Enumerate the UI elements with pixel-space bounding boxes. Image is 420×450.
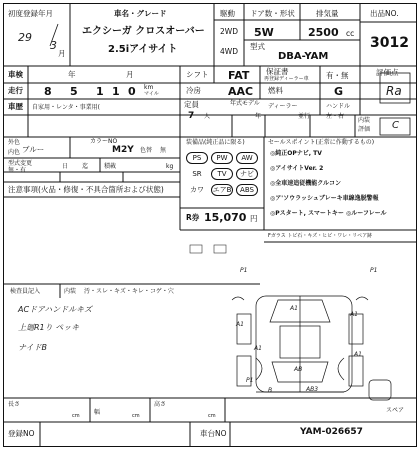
warranty-sub: 再登録ディーラー車 [264,76,309,82]
capacity-unit: 人 [204,113,211,120]
sales-point-5: ◎Pスタート, スマートキー ◎ルーフレール [270,210,387,217]
model-change-sub: 無・有 [8,167,27,174]
diagram-label-3: A1 [236,321,244,328]
equipment-title: 装備品(純正品に限る) [186,139,245,146]
diagram-label-11: P1 [246,377,254,384]
remark-1: ACドアハンドルキズ [18,305,93,314]
width-label: 幅 [94,409,101,416]
fuel-label: 燃料 [268,86,283,95]
height-label: 高さ [154,401,167,408]
sales-points-title: セールスポイント(正常に作動するもの) [268,139,375,146]
until-label: 迄 [82,163,89,170]
grade: 2.5iアイサイト [108,44,178,55]
diagram-label-5: A1 [350,311,358,318]
model-code: DBA-YAM [278,51,329,62]
equipment-item: エアB [212,186,232,194]
capacity-label: 定員 [184,100,199,109]
recycle-unit: 円 [250,214,258,223]
car-name: エクシーガ クロスオーバー [82,26,205,37]
model-grade-label: 車名・グレード [114,9,167,18]
lot-number: 3012 [370,35,409,51]
diagram-label-7: P1 [370,267,378,274]
chassis-label: 車台NO [200,429,227,438]
chassis-number: YAM-026657 [300,427,363,437]
length-unit: cm [72,413,80,419]
inspection-year-unit: 年 [68,70,76,79]
drive-4wd: 4WD [220,47,238,56]
displacement-value: 2500 [308,26,339,39]
color-change-marks: 無 [160,147,167,154]
inspector-interior-marks: 汚・スレ・キズ・キレ・コゲ・穴 [84,288,174,295]
notes-title: 注意事項(火品・修復・不具合箇所および状態) [8,185,164,194]
mileage-digit-5: 0 [128,85,136,98]
capacity-value: 7 [188,111,195,121]
equipment-item: AW [236,152,258,164]
mileage-unit-mile: マイル [144,91,159,97]
remark-2: 上廻R1り ペッキ [18,323,80,332]
checkbox-marks [190,245,226,253]
mileage-digit-3: 1 [96,85,104,98]
reg-no-label: 登録NO [8,429,35,438]
mileage-label: 走行 [8,86,23,95]
doors-value: 5W [254,26,274,39]
recycle-label: R券 [186,213,200,222]
sales-point-1: ◎純正OPナビ, TV [270,150,322,157]
model-year-label: 年式モデル [230,100,260,107]
drive-label: 駆動 [220,9,235,18]
diagram-label-8: AB [294,366,303,373]
exterior-color: ブルー [22,145,45,154]
month-unit: 月 [58,49,66,58]
first-reg-label: 初度登録年月 [8,9,53,18]
recycle-amount: 15,070 [204,211,247,224]
interior-eval-sub: 評価 [358,126,371,133]
warranty-label: 保証書 [266,67,289,76]
shift-value: FAT [228,69,250,82]
inspector-title: 検査員記入 [10,288,41,295]
spare-label: スペア [386,407,405,414]
date-label: 日 [62,163,69,170]
length-label: 長さ [8,401,21,408]
diagram-label-4: A1 [254,345,262,352]
color-no: M2Y [112,145,134,155]
mileage-digit-1: 8 [44,85,52,98]
equipment-item: SR [192,170,202,178]
color-change-label: 色替 [140,147,153,154]
equipment-item: TV [211,168,233,180]
doors-label: ドア数・形状 [250,9,295,18]
equipment-item: PS [186,152,208,164]
inspection-month-unit: 月 [126,70,134,79]
equipment-item: ナビ [236,168,258,180]
diagram-label-6: A1 [354,351,362,358]
sales-point-2: ◎アイサイトVer. 2 [270,165,324,172]
loading-label: 積載 [104,163,117,170]
handle-label: ハンドル [326,103,351,110]
first-reg-year: 29 [18,31,32,44]
mileage-unit-km: km [144,84,154,91]
exterior-color-label: 外色 [8,139,21,146]
aircon-label: 冷房 [186,86,201,95]
score-label: 評価点 [376,68,399,77]
diagram-label-9: B [268,387,273,394]
displacement-label: 排気量 [316,9,339,18]
diagram-label-2: A1 [290,305,298,312]
history-sub: 自家用・レンタ・事業用( [32,104,100,111]
fuel-value: G [334,85,344,98]
diagram-label-10: AB3 [306,386,319,393]
interior-grade: C [392,120,399,131]
mileage-digit-4: 1 [112,85,120,98]
equipment-item: カワ [190,186,204,194]
sales-point-4: ◎ア'ソウラッシュブレーキ車線逸脱警報 [270,195,379,202]
model-year-unit: 年 [255,113,262,120]
height-unit: cm [208,413,216,419]
type-label: 型式 [250,42,265,51]
color-no-label: カラーNO [90,138,118,145]
equipment-item: PW [211,152,233,164]
inspection-label: 車検 [8,70,23,79]
equipment-item: ABS [236,184,258,196]
handle-value: 左・右 [326,113,345,120]
aircon-value: AAC [228,85,254,98]
glass-damage-line: Fガラス トビ石・キズ・ヒビ・ワレ・リペア跡 [268,233,373,239]
lot-label: 出品NO. [370,9,399,18]
remark-3: ナイドB [18,343,47,352]
inspector-interior-label: 内装 [64,288,77,295]
shift-label: シフト [186,70,209,79]
model-change-label: 型式変更 [8,160,33,167]
history-label: 車歴 [8,102,23,111]
mileage-digit-2: 5 [70,85,78,98]
dealer-label: ディーラー [268,103,298,110]
diagram-label-1: P1 [240,267,248,274]
width-unit: cm [132,413,140,419]
first-reg-month: 3 [50,39,57,52]
dealer-sub: 並行 [298,113,311,120]
kg-unit: kg [166,163,174,170]
interior-eval-label: 内装 [358,117,371,124]
interior-color-label: 内色 [8,149,21,156]
warranty-value: 有・無 [326,71,349,80]
score-value: Ra [386,84,402,98]
drive-2wd: 2WD [220,27,238,36]
sales-point-3: ◎全車速追従機能クルコン [270,180,342,187]
cc-unit: cc [346,29,355,38]
